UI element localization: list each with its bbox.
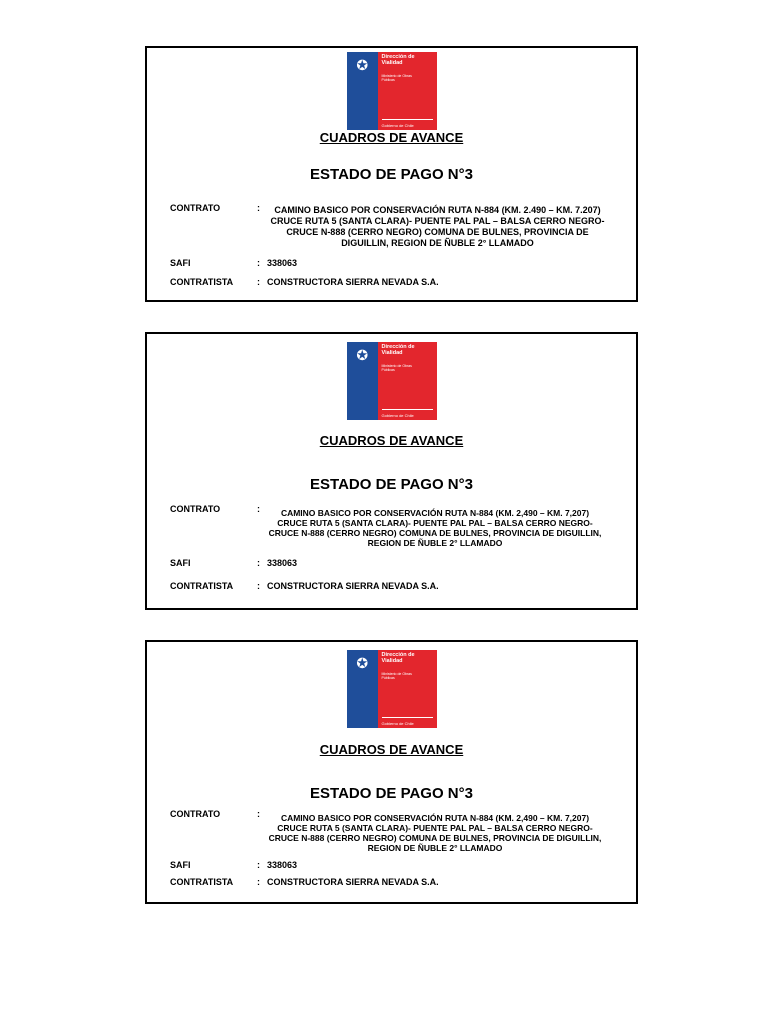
payment-card-3: ✪ Dirección de Vialidad Ministerio de Obras Públicas Gobierno de Chile CUADROS DE AVANCE ESTADO DE PAGO N°3 CONTRATO : CAMINO BASICO POR CONSERVACIÓN RUTA N-884 (KM. 2,490 – KM. 7,207) CRUCE RUTA 5 (SANTA CLARA)- PUENTE PAL PAL – BALSA CERRO NEGRO- CRUCE N-888 (CERRO NEGRO) COMUNA DE BULNES, PROVINCIA DE DIGUILLIN, REGION DE ÑUBLE 2° LLAMADO SAFI : 338063 CONTRATISTA : CONSTRUCTORA SIERRA NEVADA S.A. — [145, 640, 638, 904]
contratista-value: CONSTRUCTORA SIERRA NEVADA S.A. — [267, 277, 439, 287]
document-title: ESTADO DE PAGO N°3 — [310, 476, 473, 493]
logo-org-name: Dirección de Vialidad — [381, 652, 415, 664]
logo-ministry: Ministerio de Obras Públicas — [381, 364, 412, 373]
chile-star-seal-icon: ✪ — [356, 655, 369, 672]
logo-government: Gobierno de Chile — [381, 412, 414, 418]
safi-value: 338063 — [267, 558, 298, 568]
contrato-label: CONTRATO — [170, 809, 221, 819]
contrato-label: CONTRATO — [170, 203, 221, 213]
safi-label: SAFI — [170, 558, 191, 568]
logo-ministry: Ministerio de Obras Públicas — [381, 672, 412, 681]
chile-star-seal-icon: ✪ — [356, 57, 369, 74]
safi-label: SAFI — [170, 860, 191, 870]
safi-label: SAFI — [170, 258, 191, 268]
contratista-value: CONSTRUCTORA SIERRA NEVADA S.A. — [267, 581, 439, 591]
safi-value: 338063 — [267, 860, 298, 870]
logo-government: Gobierno de Chile — [381, 720, 414, 726]
contratista-label: CONTRATISTA — [170, 277, 234, 287]
contratista-label: CONTRATISTA — [170, 877, 234, 887]
contratista-label: CONTRATISTA — [170, 581, 234, 591]
document-title: ESTADO DE PAGO N°3 — [310, 166, 473, 183]
logo-government: Gobierno de Chile — [381, 122, 414, 128]
section-heading: CUADROS DE AVANCE — [319, 130, 464, 145]
payment-card-1: ✪ Dirección de Vialidad Ministerio de Obras Públicas Gobierno de Chile CUADROS DE AVANCE ESTADO DE PAGO N°3 CONTRATO : CAMINO BASICO POR CONSERVACIÓN RUTA N-884 (KM. 2.490 – KM. 7.207) CRUCE RUTA 5 (SANTA CLARA)- PUENTE PAL PAL – BALSA CERRO NEGRO- CRUCE N-888 (CERRO NEGRO) COMUNA DE BULNES, PROVINCIA DE DIGUILLIN, REGION DE ÑUBLE 2° LLAMADO SAFI : 338063 CONTRATISTA : CONSTRUCTORA SIERRA NEVADA S.A. — [145, 46, 638, 302]
vialidad-logo — [347, 342, 437, 420]
logo-ministry: Ministerio de Obras Públicas — [381, 74, 412, 83]
section-heading: CUADROS DE AVANCE — [319, 433, 464, 448]
document-title: ESTADO DE PAGO N°3 — [310, 785, 473, 802]
contratista-value: CONSTRUCTORA SIERRA NEVADA S.A. — [267, 877, 439, 887]
safi-value: 338063 — [267, 258, 298, 268]
chile-star-seal-icon: ✪ — [356, 347, 369, 364]
contrato-value: CAMINO BASICO POR CONSERVACIÓN RUTA N-884 (KM. 2,490 – KM. 7,207) CRUCE RUTA 5 (SANTA CLARA)- PUENTE PAL PAL – BALSA CERRO NEGRO- CRUCE N-888 (CERRO NEGRO) COMUNA DE BULNES, PROVINCIA DE DIGUILLIN, REGION DE ÑUBLE 2° LLAMADO — [268, 813, 602, 853]
contrato-value: CAMINO BASICO POR CONSERVACIÓN RUTA N-884 (KM. 2.490 – KM. 7.207) CRUCE RUTA 5 (SANTA CLARA)- PUENTE PAL PAL – BALSA CERRO NEGRO- CRUCE N-888 (CERRO NEGRO) COMUNA DE BULNES, PROVINCIA DE DIGUILLIN, REGION DE ÑUBLE 2° LLAMADO — [270, 205, 605, 248]
vialidad-logo — [347, 650, 437, 728]
contrato-value: CAMINO BASICO POR CONSERVACIÓN RUTA N-884 (KM. 2,490 – KM. 7,207) CRUCE RUTA 5 (SANTA CLARA)- PUENTE PAL PAL – BALSA CERRO NEGRO- CRUCE N-888 (CERRO NEGRO) COMUNA DE BULNES, PROVINCIA DE DIGUILLIN, REGION DE ÑUBLE 2° LLAMADO — [268, 508, 602, 548]
section-heading: CUADROS DE AVANCE — [319, 742, 464, 757]
payment-card-2: ✪ Dirección de Vialidad Ministerio de Obras Públicas Gobierno de Chile CUADROS DE AVANCE ESTADO DE PAGO N°3 CONTRATO : CAMINO BASICO POR CONSERVACIÓN RUTA N-884 (KM. 2,490 – KM. 7,207) CRUCE RUTA 5 (SANTA CLARA)- PUENTE PAL PAL – BALSA CERRO NEGRO- CRUCE N-888 (CERRO NEGRO) COMUNA DE BULNES, PROVINCIA DE DIGUILLIN, REGION DE ÑUBLE 2° LLAMADO SAFI : 338063 CONTRATISTA : CONSTRUCTORA SIERRA NEVADA S.A. — [145, 332, 638, 610]
contrato-label: CONTRATO — [170, 504, 221, 514]
logo-org-name: Dirección de Vialidad — [381, 344, 415, 356]
logo-org-name: Dirección de Vialidad — [381, 54, 415, 66]
vialidad-logo — [347, 52, 437, 130]
